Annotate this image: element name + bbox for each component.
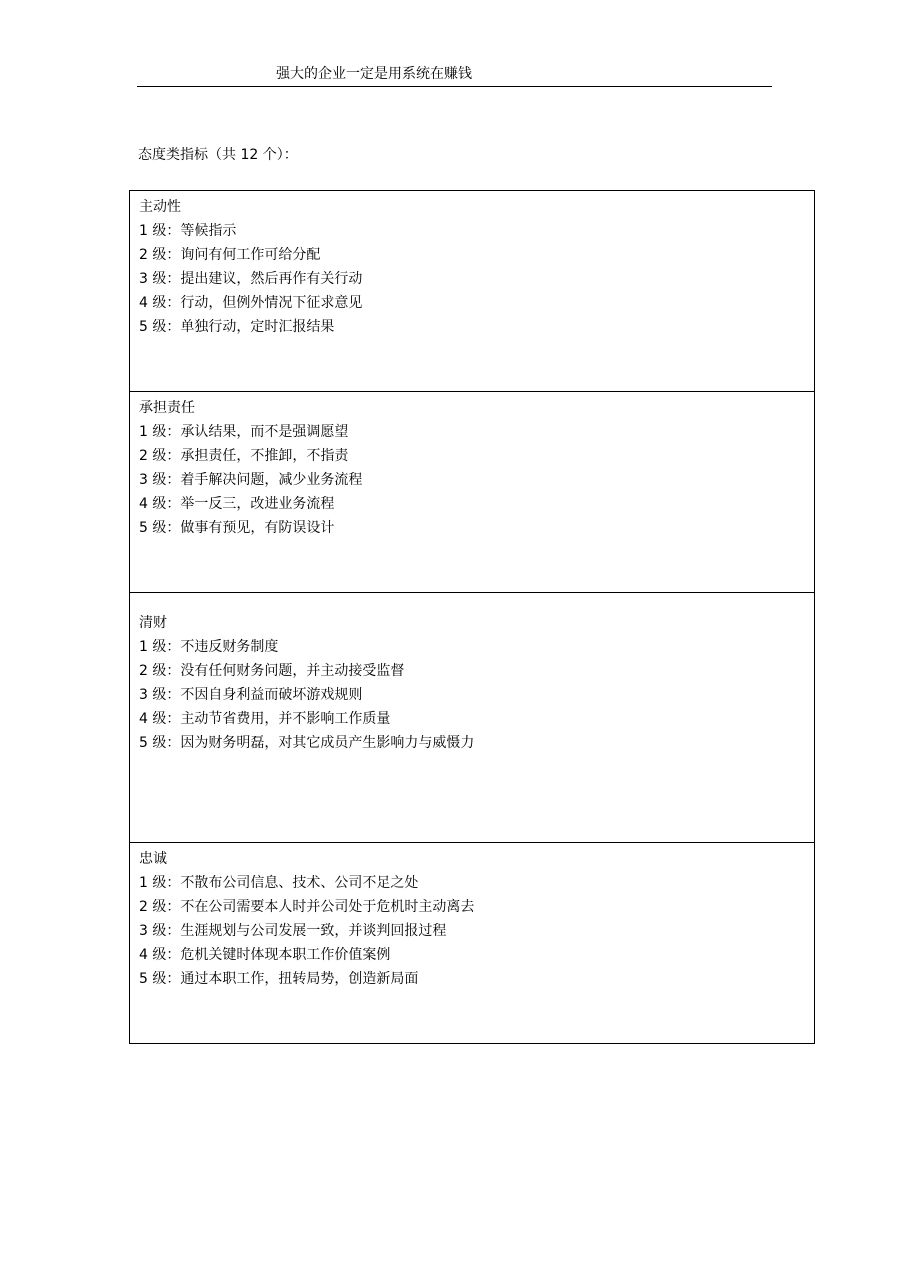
indicator-level: 2 级：询问有何工作可给分配 bbox=[139, 247, 321, 263]
indicator-level: 5 级：通过本职工作，扭转局势，创造新局面 bbox=[139, 971, 419, 987]
indicator-level: 1 级：不违反财务制度 bbox=[139, 639, 279, 655]
page-header bbox=[137, 64, 772, 87]
indicator-level: 3 级：不因自身利益而破坏游戏规则 bbox=[139, 687, 363, 703]
indicator-cell bbox=[130, 392, 815, 593]
indicator-level: 2 级：不在公司需要本人时并公司处于危机时主动离去 bbox=[139, 899, 475, 915]
indicator-row-integrity bbox=[130, 593, 815, 843]
indicator-row-initiative bbox=[130, 191, 815, 392]
indicator-cell bbox=[130, 593, 815, 843]
indicator-level: 3 级：提出建议，然后再作有关行动 bbox=[139, 271, 363, 287]
indicator-level: 4 级：举一反三，改进业务流程 bbox=[139, 496, 335, 512]
indicator-level: 4 级：主动节省费用，并不影响工作质量 bbox=[139, 711, 391, 727]
indicator-cell bbox=[130, 191, 815, 392]
section-heading: 态度类指标（共 12 个）： bbox=[138, 147, 298, 163]
indicator-level: 4 级：行动，但例外情况下征求意见 bbox=[139, 295, 363, 311]
indicator-level: 5 级：做事有预见，有防误设计 bbox=[139, 520, 335, 536]
indicator-level: 2 级：没有任何财务问题，并主动接受监督 bbox=[139, 663, 405, 679]
indicator-level: 5 级：因为财务明磊，对其它成员产生影响力与威慑力 bbox=[139, 735, 475, 751]
indicator-table bbox=[129, 190, 815, 1044]
indicator-level: 3 级：生涯规划与公司发展一致，并谈判回报过程 bbox=[139, 923, 447, 939]
indicator-row-loyalty bbox=[130, 843, 815, 1044]
page-header-title: 强大的企业一定是用系统在赚钱 bbox=[276, 66, 472, 82]
indicator-level: 5 级：单独行动，定时汇报结果 bbox=[139, 319, 335, 335]
indicator-level: 2 级：承担责任，不推卸，不指责 bbox=[139, 448, 349, 464]
indicator-title: 清财 bbox=[139, 615, 167, 631]
indicator-row-responsibility bbox=[130, 392, 815, 593]
indicator-level: 1 级：等候指示 bbox=[139, 223, 237, 239]
indicator-level: 1 级：承认结果，而不是强调愿望 bbox=[139, 424, 349, 440]
indicator-title: 承担责任 bbox=[139, 400, 195, 416]
indicator-level: 3 级：着手解决问题，减少业务流程 bbox=[139, 472, 363, 488]
indicator-level: 4 级：危机关键时体现本职工作价值案例 bbox=[139, 947, 391, 963]
indicator-level: 1 级：不散布公司信息、技术、公司不足之处 bbox=[139, 875, 419, 891]
indicator-title: 忠诚 bbox=[139, 851, 167, 867]
indicator-title: 主动性 bbox=[139, 199, 181, 215]
indicator-cell bbox=[130, 843, 815, 1044]
